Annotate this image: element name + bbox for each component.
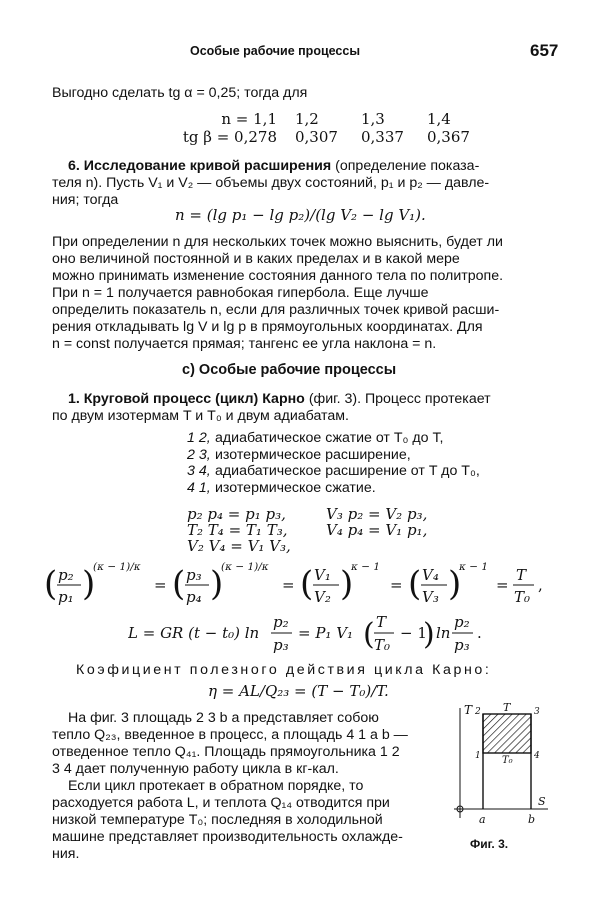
frac-den: p₄	[186, 588, 202, 606]
carnot-intro-rest: (фиг. 3). Процесс протекает	[308, 391, 491, 407]
frac-num: p₂	[454, 613, 470, 631]
step-number: 1 2,	[187, 430, 211, 446]
equation: p₂ p₄ = p₁ p₃,	[187, 505, 286, 523]
section6-line3: ния; тогда	[52, 192, 119, 208]
a-label: a	[479, 813, 486, 826]
equation: V₄ p₄ = V₁ p₁,	[326, 521, 428, 539]
step-text: изотермическое сжатие.	[215, 479, 376, 496]
section-c-heading: с) Особые рабочие процессы	[182, 362, 397, 378]
t0-label: T₀	[502, 755, 513, 766]
paren-close: )	[423, 617, 435, 652]
equation: T₂ T₄ = T₁ T₃,	[187, 521, 288, 539]
section6-heading: 6. Исследование кривой расширения	[68, 158, 332, 174]
frac-den: T₀	[514, 588, 531, 606]
step-item	[187, 430, 480, 447]
table-cell: 0,337	[361, 128, 404, 146]
para-line: рения откладывать lg V и lg p в прямоугольных координатах. Для	[52, 319, 483, 335]
t-top-label: T	[503, 701, 511, 714]
carnot-steps	[187, 430, 480, 496]
table-cell: 0,367	[427, 128, 470, 146]
paren-close: )	[210, 564, 224, 604]
table-cell: tg β = 0,278	[182, 128, 277, 146]
period: .	[477, 624, 482, 642]
para-line: Если цикл протекает в обратном порядке, то	[68, 778, 364, 794]
para-line: расходуется работа L, и теплота Q₁₄ отводится при	[52, 795, 390, 811]
fig-para1	[52, 710, 408, 778]
para-line: машине представляет производительность охлажде-	[52, 829, 403, 845]
para-line: При определении n для нескольких точек можно выяснить, будет ли	[52, 234, 503, 250]
fig-para2	[52, 778, 403, 863]
point-1-label: 1	[475, 751, 481, 761]
frac-den: p₃	[273, 636, 289, 654]
frac-den: V₃	[422, 588, 439, 606]
point-4-label: 4	[534, 751, 540, 761]
section6-line1-rest: (определение показа-	[335, 158, 480, 174]
table-cell: 0,307	[295, 128, 338, 146]
frac-num: T	[516, 566, 527, 584]
para-line: низкой температуре T₀; последняя в холодильной	[52, 812, 383, 828]
equals-sign: =	[282, 576, 295, 594]
comma: ,	[538, 576, 543, 594]
efficiency-equation: η = AL/Q₂₃ = (T − T₀)/T.	[208, 682, 389, 700]
section6-line1	[68, 158, 479, 175]
section6-line2: теля n). Пусть V₁ и V₂ — объемы двух состояний, p₁ и p₂ — давле-	[52, 175, 490, 191]
n-row	[165, 110, 493, 128]
frac-num: p₃	[186, 566, 202, 584]
frac-num: p₂	[58, 566, 74, 584]
step-item	[187, 463, 480, 480]
para-line: На фиг. 3 площадь 2 3 b a представляет собою	[68, 710, 379, 726]
exponent: (κ − 1)/κ	[221, 561, 269, 573]
work-lhs: L = GR (t − t₀) ln	[128, 624, 260, 642]
work-mid: = P₁ V₁	[298, 624, 354, 642]
paren-open: (	[300, 564, 314, 604]
s-axis-label: S	[538, 795, 546, 808]
carnot-heading: 1. Круговой процесс (цикл) Карно	[68, 391, 305, 407]
equation: V₂ V₄ = V₁ V₃,	[187, 537, 291, 555]
table-cell: 1,2	[295, 110, 319, 128]
frac-den: p₃	[454, 636, 470, 654]
n-table	[165, 110, 493, 146]
para-line: отведенное тепло Q₄₁. Площадь прямоугольника 1 2	[52, 744, 400, 760]
frac-num: T	[376, 613, 387, 631]
step-number: 2 3,	[187, 446, 211, 463]
para-line: определить показатель n, если для различных точек кривой расши-	[52, 302, 500, 318]
paren-open: (	[44, 564, 58, 604]
section6-formula: n = (lg p₁ − lg p₂)/(lg V₂ − lg V₁).	[175, 206, 426, 224]
work-tail: ln	[436, 624, 451, 642]
table-cell: 1,4	[427, 110, 451, 128]
step-text: адиабатическое расширение от T до T₀,	[215, 463, 480, 479]
para-line: При n = 1 получается равнобокая гипербола. Еще лучше	[52, 285, 429, 301]
table-cell: 1,3	[361, 110, 385, 128]
eq-left-block	[187, 506, 291, 554]
paren-open: (	[408, 564, 422, 604]
efficiency-title: Коэфициент полезного действия цикла Карно:	[76, 662, 492, 678]
paren-close: )	[82, 564, 96, 604]
frac-num: V₄	[422, 566, 439, 584]
para-line: n = const получается прямая; тангенс ее угла наклона = n.	[52, 336, 437, 352]
para-line: 3 4 дает полученную работу цикла в кг-кал.	[52, 761, 339, 777]
point-2-label: 2	[475, 707, 481, 717]
exponent: (κ − 1)/κ	[93, 561, 141, 573]
frac-num: V₁	[314, 566, 331, 584]
equals-sign: =	[390, 576, 403, 594]
intro-line: Выгодно сделать tg α = 0,25; тогда для	[52, 85, 308, 101]
frac-den: V₂	[314, 588, 331, 606]
work-area	[483, 714, 531, 753]
frac-num: p₂	[273, 613, 289, 631]
step-number: 4 1,	[187, 479, 211, 496]
equals-sign: =	[154, 576, 167, 594]
t-axis-label: T	[464, 703, 473, 717]
carnot-intro-line2: по двум изотермам T и T₀ и двум адиабатам.	[52, 408, 349, 424]
step-text: адиабатическое сжатие от T₀ до T,	[215, 430, 444, 446]
table-cell: n = 1,1	[221, 110, 277, 128]
page-number: 657	[530, 41, 559, 60]
figure-caption: Фиг. 3.	[470, 837, 509, 851]
b-label: b	[528, 813, 536, 826]
paren-close: )	[340, 564, 354, 604]
ratio-equation	[44, 558, 564, 616]
paren-open: (	[363, 617, 375, 652]
paren-open: (	[172, 564, 186, 604]
exponent: κ − 1	[459, 561, 489, 573]
work-equation	[128, 612, 488, 660]
minus-one: − 1	[400, 624, 427, 642]
frac-den: p₁	[58, 588, 74, 606]
para-line: тепло Q₂₃, введенное в процесс, а площадь 4 1 a b —	[52, 727, 408, 743]
para-line: ния.	[52, 846, 80, 862]
running-header: Особые рабочие процессы	[190, 44, 361, 58]
para-line: можно принимать изменение состояния данного тела по политропе.	[52, 268, 504, 284]
equation: V₃ p₂ = V₂ p₃,	[326, 505, 428, 523]
tg-row	[165, 128, 493, 146]
frac-den: T₀	[374, 636, 391, 654]
point-3-label: 3	[534, 707, 540, 717]
carnot-intro-line1	[68, 391, 491, 408]
step-number: 3 4,	[187, 463, 211, 479]
section6-para	[52, 234, 503, 353]
figure-3-diagram	[448, 700, 558, 860]
step-item	[187, 447, 480, 464]
step-text: изотермическое расширение,	[215, 446, 411, 463]
paren-close: )	[448, 564, 462, 604]
exponent: κ − 1	[351, 561, 381, 573]
equals-sign: =	[496, 576, 509, 594]
eq-right-block	[326, 506, 427, 538]
para-line: оно величиной постоянной и в каких пределах и в какой мере	[52, 251, 460, 267]
step-item	[187, 480, 480, 497]
